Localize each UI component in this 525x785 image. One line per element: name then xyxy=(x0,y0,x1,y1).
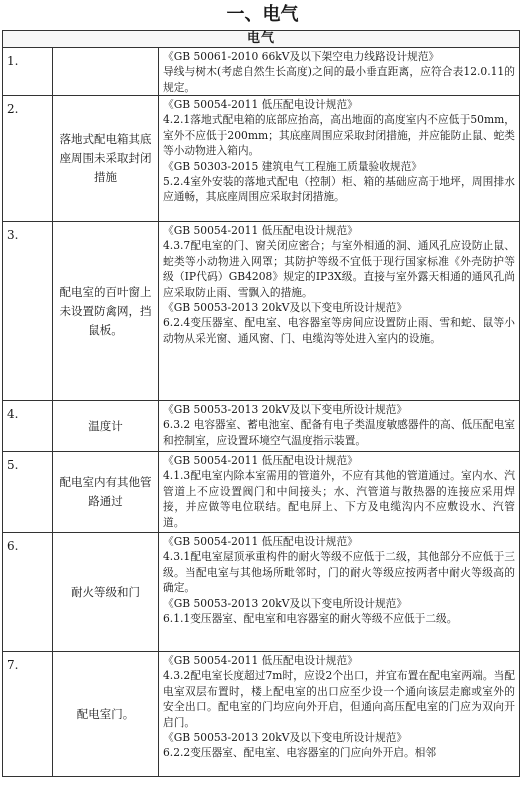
clause-text: 4.1.3配电室内除本室需用的管道外，不应有其他的管道通过。室内水、汽管道上不应设置阀门和中间接头；水、汽管道与散热器的连接应采用焊接，并应做等电位联结。配电屏上、下方及电缆沟内不应敷设水、汽管道。 xyxy=(163,469,515,529)
row-item: 耐火等级和门 xyxy=(53,533,159,651)
row-item: 落地式配电箱其底座周围未采取封闭措施 xyxy=(53,96,159,221)
table-row xyxy=(3,96,519,222)
standard-title: 《GB 50054-2011 低压配电设计规范》 xyxy=(163,535,358,548)
row-number: 1. xyxy=(3,48,53,95)
standard-title: 《GB 50053-2013 20kV及以下变电所设计规范》 xyxy=(163,301,408,315)
standard-title: 《GB 50054-2011 低压配电设计规范》 xyxy=(163,98,358,111)
standard-title: 《GB 50303-2015 建筑电气工程施工质量验收规范》 xyxy=(163,159,422,173)
row-item: 温度计 xyxy=(53,401,159,451)
clause-text: 4.3.7配电室的门、窗关闭应密合；与室外相通的洞、通风孔应设防止鼠、蛇类等小动物进入网罩；其防护等级不宜低于现行国家标准《外壳防护等级（IP代码）GB4208》规定的IP3X级。直接与室外露天相通的通风孔尚应采取防止雨、雪飘入的措施。 xyxy=(163,239,515,299)
table-row xyxy=(3,222,519,401)
standards-table xyxy=(2,30,520,777)
row-content xyxy=(159,452,519,532)
row-number: 4. xyxy=(3,401,53,451)
standard-title: 《GB 50061-2010 66kV及以下架空电力线路设计规范》 xyxy=(163,50,440,63)
row-number: 2. xyxy=(3,96,53,221)
clause-text: 4.3.1配电室屋顶承重构件的耐火等级不应低于二级，其他部分不应低于三级。当配电室与其他场所毗邻时，门的耐火等级应按两者中耐火等级高的确定。 xyxy=(163,550,515,595)
standard-title: 《GB 50054-2011 低压配电设计规范》 xyxy=(163,654,358,667)
row-number: 7. xyxy=(3,652,53,776)
row-content xyxy=(159,401,519,451)
row-number: 3. xyxy=(3,222,53,400)
row-content xyxy=(159,652,519,776)
clause-text: 导线与树木(考虑自然生长高度)之间的最小垂直距离，应符合表12.0.11的规定。 xyxy=(163,65,515,94)
standard-title: 《GB 50053-2013 20kV及以下变电所设计规范》 xyxy=(163,731,408,745)
table-row xyxy=(3,401,519,452)
standard-title: 《GB 50053-2013 20kV及以下变电所设计规范》 xyxy=(163,403,408,416)
row-content xyxy=(159,96,519,221)
row-item: 配电室内有其他管路通过 xyxy=(53,452,159,532)
row-content xyxy=(159,222,519,400)
clause-text: 6.2.2变压器室、配电室、电容器室的门应向外开启。相邻 xyxy=(163,746,437,760)
table-row xyxy=(3,652,519,776)
standard-title: 《GB 50053-2013 20kV及以下变电所设计规范》 xyxy=(163,596,408,610)
row-content xyxy=(159,48,519,95)
clause-text: 6.2.4变压器室、配电室、电容器室等房间应设置防止雨、雪和蛇、鼠等小动物从采光窗、通风窗、门、电缆沟等处进入室内的设施。 xyxy=(163,316,515,345)
row-item: 配电室门。 xyxy=(53,652,159,776)
clause-text: 4.3.2配电室长度超过7m时，应设2个出口，并宜布置在配电室两端。当配电室双层布置时，楼上配电室的出口应至少设一个通向该层走廊或室外的安全出口。配电室的门均应向外开启，但通向高压配电室的门应为双向开启门。 xyxy=(163,669,515,729)
clause-text: 6.1.1变压器室、配电室和电容器室的耐火等级不应低于二级。 xyxy=(163,612,458,626)
row-number: 6. xyxy=(3,533,53,651)
clause-text: 6.3.2 电容器室、蓄电池室、配备有电子类温度敏感器件的高、低压配电室和控制室，应设置环境空气温度指示装置。 xyxy=(163,418,515,447)
standard-title: 《GB 50054-2011 低压配电设计规范》 xyxy=(163,454,358,467)
row-number: 5. xyxy=(3,452,53,532)
row-content xyxy=(159,533,519,651)
table-row xyxy=(3,452,519,533)
clause-text: 5.2.4室外安装的落地式配电（控制）柜、箱的基础应高于地坪，周围排水应通畅，其底座周围应采取封闭措施。 xyxy=(163,175,515,204)
clause-text: 4.2.1落地式配电箱的底部应抬高，高出地面的高度室内不应低于50mm，室外不应低于200mm；其底座周围应采取封闭措施，并应能防止鼠、蛇类等小动物进入箱内。 xyxy=(163,113,515,158)
table-header: 电气 xyxy=(3,31,519,48)
table-row xyxy=(3,48,519,96)
table-row xyxy=(3,533,519,652)
standard-title: 《GB 50054-2011 低压配电设计规范》 xyxy=(163,224,358,237)
row-item xyxy=(53,48,159,95)
section-heading: 一、电气 xyxy=(226,4,299,25)
row-item: 配电室的百叶窗上未设置防禽网，挡鼠板。 xyxy=(53,222,159,400)
